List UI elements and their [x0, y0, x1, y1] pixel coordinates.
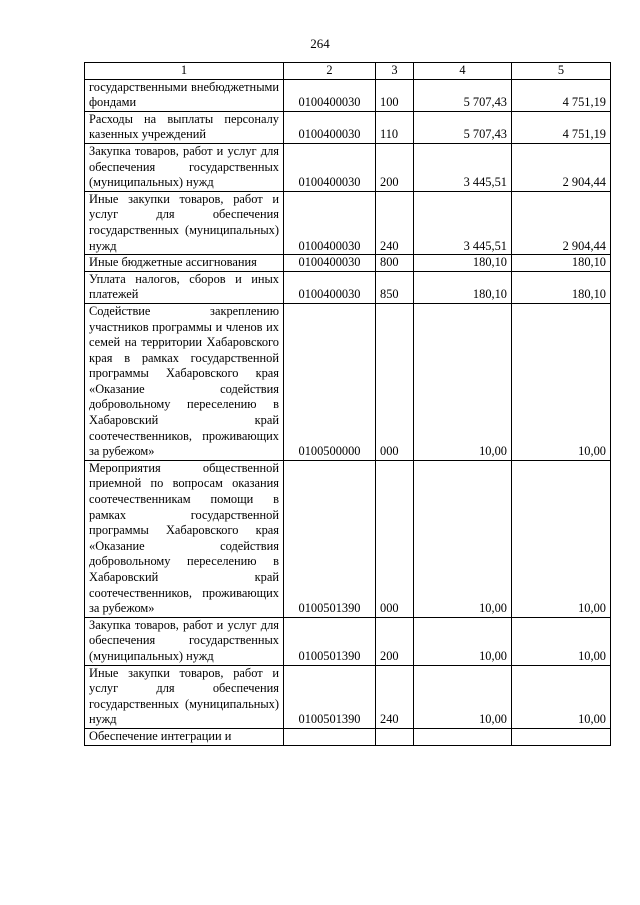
row-name-cell: Иные бюджетные ассигнования [85, 255, 284, 272]
row-code-cell: 0100501390 [284, 665, 376, 728]
row-expense-type-cell: 000 [376, 303, 414, 460]
table-row [85, 728, 611, 745]
row-name-cell: Иные закупки товаров, работ и услуг для обеспечения государственных (муниципальных) нужд [85, 191, 284, 254]
row-name-cell: Обеспечение интеграции и [85, 728, 284, 745]
row-code-cell: 0100400030 [284, 143, 376, 191]
row-expense-type-cell: 240 [376, 665, 414, 728]
row-value-col5-cell: 10,00 [512, 665, 611, 728]
row-expense-type-cell: 110 [376, 111, 414, 143]
row-value-col5-cell: 4 751,19 [512, 111, 611, 143]
table-row [85, 143, 611, 191]
table-row [85, 255, 611, 272]
row-name-cell: Закупка товаров, работ и услуг для обеспечения государственных (муниципальных) нужд [85, 617, 284, 665]
column-header-5: 5 [512, 63, 611, 80]
row-value-col5-cell: 10,00 [512, 617, 611, 665]
row-code-cell: 0100501390 [284, 617, 376, 665]
table-header-row [85, 63, 611, 80]
row-value-col4-cell [414, 728, 512, 745]
row-value-col4-cell: 180,10 [414, 271, 512, 303]
row-expense-type-cell: 000 [376, 460, 414, 617]
row-value-col5-cell [512, 728, 611, 745]
row-value-col5-cell: 10,00 [512, 460, 611, 617]
row-expense-type-cell: 200 [376, 143, 414, 191]
row-value-col4-cell: 5 707,43 [414, 111, 512, 143]
row-value-col5-cell: 2 904,44 [512, 191, 611, 254]
row-code-cell: 0100400030 [284, 111, 376, 143]
budget-table [84, 62, 611, 746]
row-value-col4-cell: 3 445,51 [414, 143, 512, 191]
row-name-cell: Расходы на выплаты персоналу казенных учреждений [85, 111, 284, 143]
row-value-col4-cell: 10,00 [414, 303, 512, 460]
column-header-1: 1 [85, 63, 284, 80]
row-expense-type-cell: 240 [376, 191, 414, 254]
row-name-cell: Мероприятия общественной приемной по вопросам оказания соотечественникам помощи в рамках государственной программы Хабаровского края «Оказание содействия добровольному переселению в Хабаровский край соотечественников, проживающих за рубежом» [85, 460, 284, 617]
row-value-col4-cell: 180,10 [414, 255, 512, 272]
row-value-col4-cell: 10,00 [414, 460, 512, 617]
table-row [85, 460, 611, 617]
table-row [85, 191, 611, 254]
row-code-cell: 0100400030 [284, 79, 376, 111]
row-expense-type-cell: 850 [376, 271, 414, 303]
row-value-col5-cell: 180,10 [512, 271, 611, 303]
row-name-cell: Закупка товаров, работ и услуг для обеспечения государственных (муниципальных) нужд [85, 143, 284, 191]
column-header-3: 3 [376, 63, 414, 80]
row-value-col5-cell: 180,10 [512, 255, 611, 272]
table-row [85, 79, 611, 111]
row-name-cell: Содействие закреплению участников программы и членов их семей на территории Хабаровского края в рамках государственной программы Хабаровского края «Оказание содействия добровольному переселению в Хабаровский край соотечественников, проживающих за рубежом» [85, 303, 284, 460]
table-row [85, 617, 611, 665]
table-row [85, 111, 611, 143]
row-name-cell: Иные закупки товаров, работ и услуг для обеспечения государственных (муниципальных) нужд [85, 665, 284, 728]
row-code-cell: 0100400030 [284, 255, 376, 272]
row-value-col5-cell: 10,00 [512, 303, 611, 460]
row-code-cell: 0100501390 [284, 460, 376, 617]
page-number: 264 [310, 36, 330, 51]
table-row [85, 271, 611, 303]
row-value-col5-cell: 2 904,44 [512, 143, 611, 191]
row-code-cell [284, 728, 376, 745]
table-row [85, 303, 611, 460]
row-code-cell: 0100400030 [284, 271, 376, 303]
row-value-col4-cell: 10,00 [414, 665, 512, 728]
row-value-col4-cell: 3 445,51 [414, 191, 512, 254]
column-header-2: 2 [284, 63, 376, 80]
row-value-col4-cell: 10,00 [414, 617, 512, 665]
row-value-col5-cell: 4 751,19 [512, 79, 611, 111]
row-name-cell: Уплата налогов, сборов и иных платежей [85, 271, 284, 303]
table-row [85, 665, 611, 728]
column-header-4: 4 [414, 63, 512, 80]
row-name-cell: государственными внебюджетными фондами [85, 79, 284, 111]
row-code-cell: 0100400030 [284, 191, 376, 254]
row-expense-type-cell: 200 [376, 617, 414, 665]
row-expense-type-cell [376, 728, 414, 745]
row-code-cell: 0100500000 [284, 303, 376, 460]
row-expense-type-cell: 100 [376, 79, 414, 111]
row-expense-type-cell: 800 [376, 255, 414, 272]
row-value-col4-cell: 5 707,43 [414, 79, 512, 111]
